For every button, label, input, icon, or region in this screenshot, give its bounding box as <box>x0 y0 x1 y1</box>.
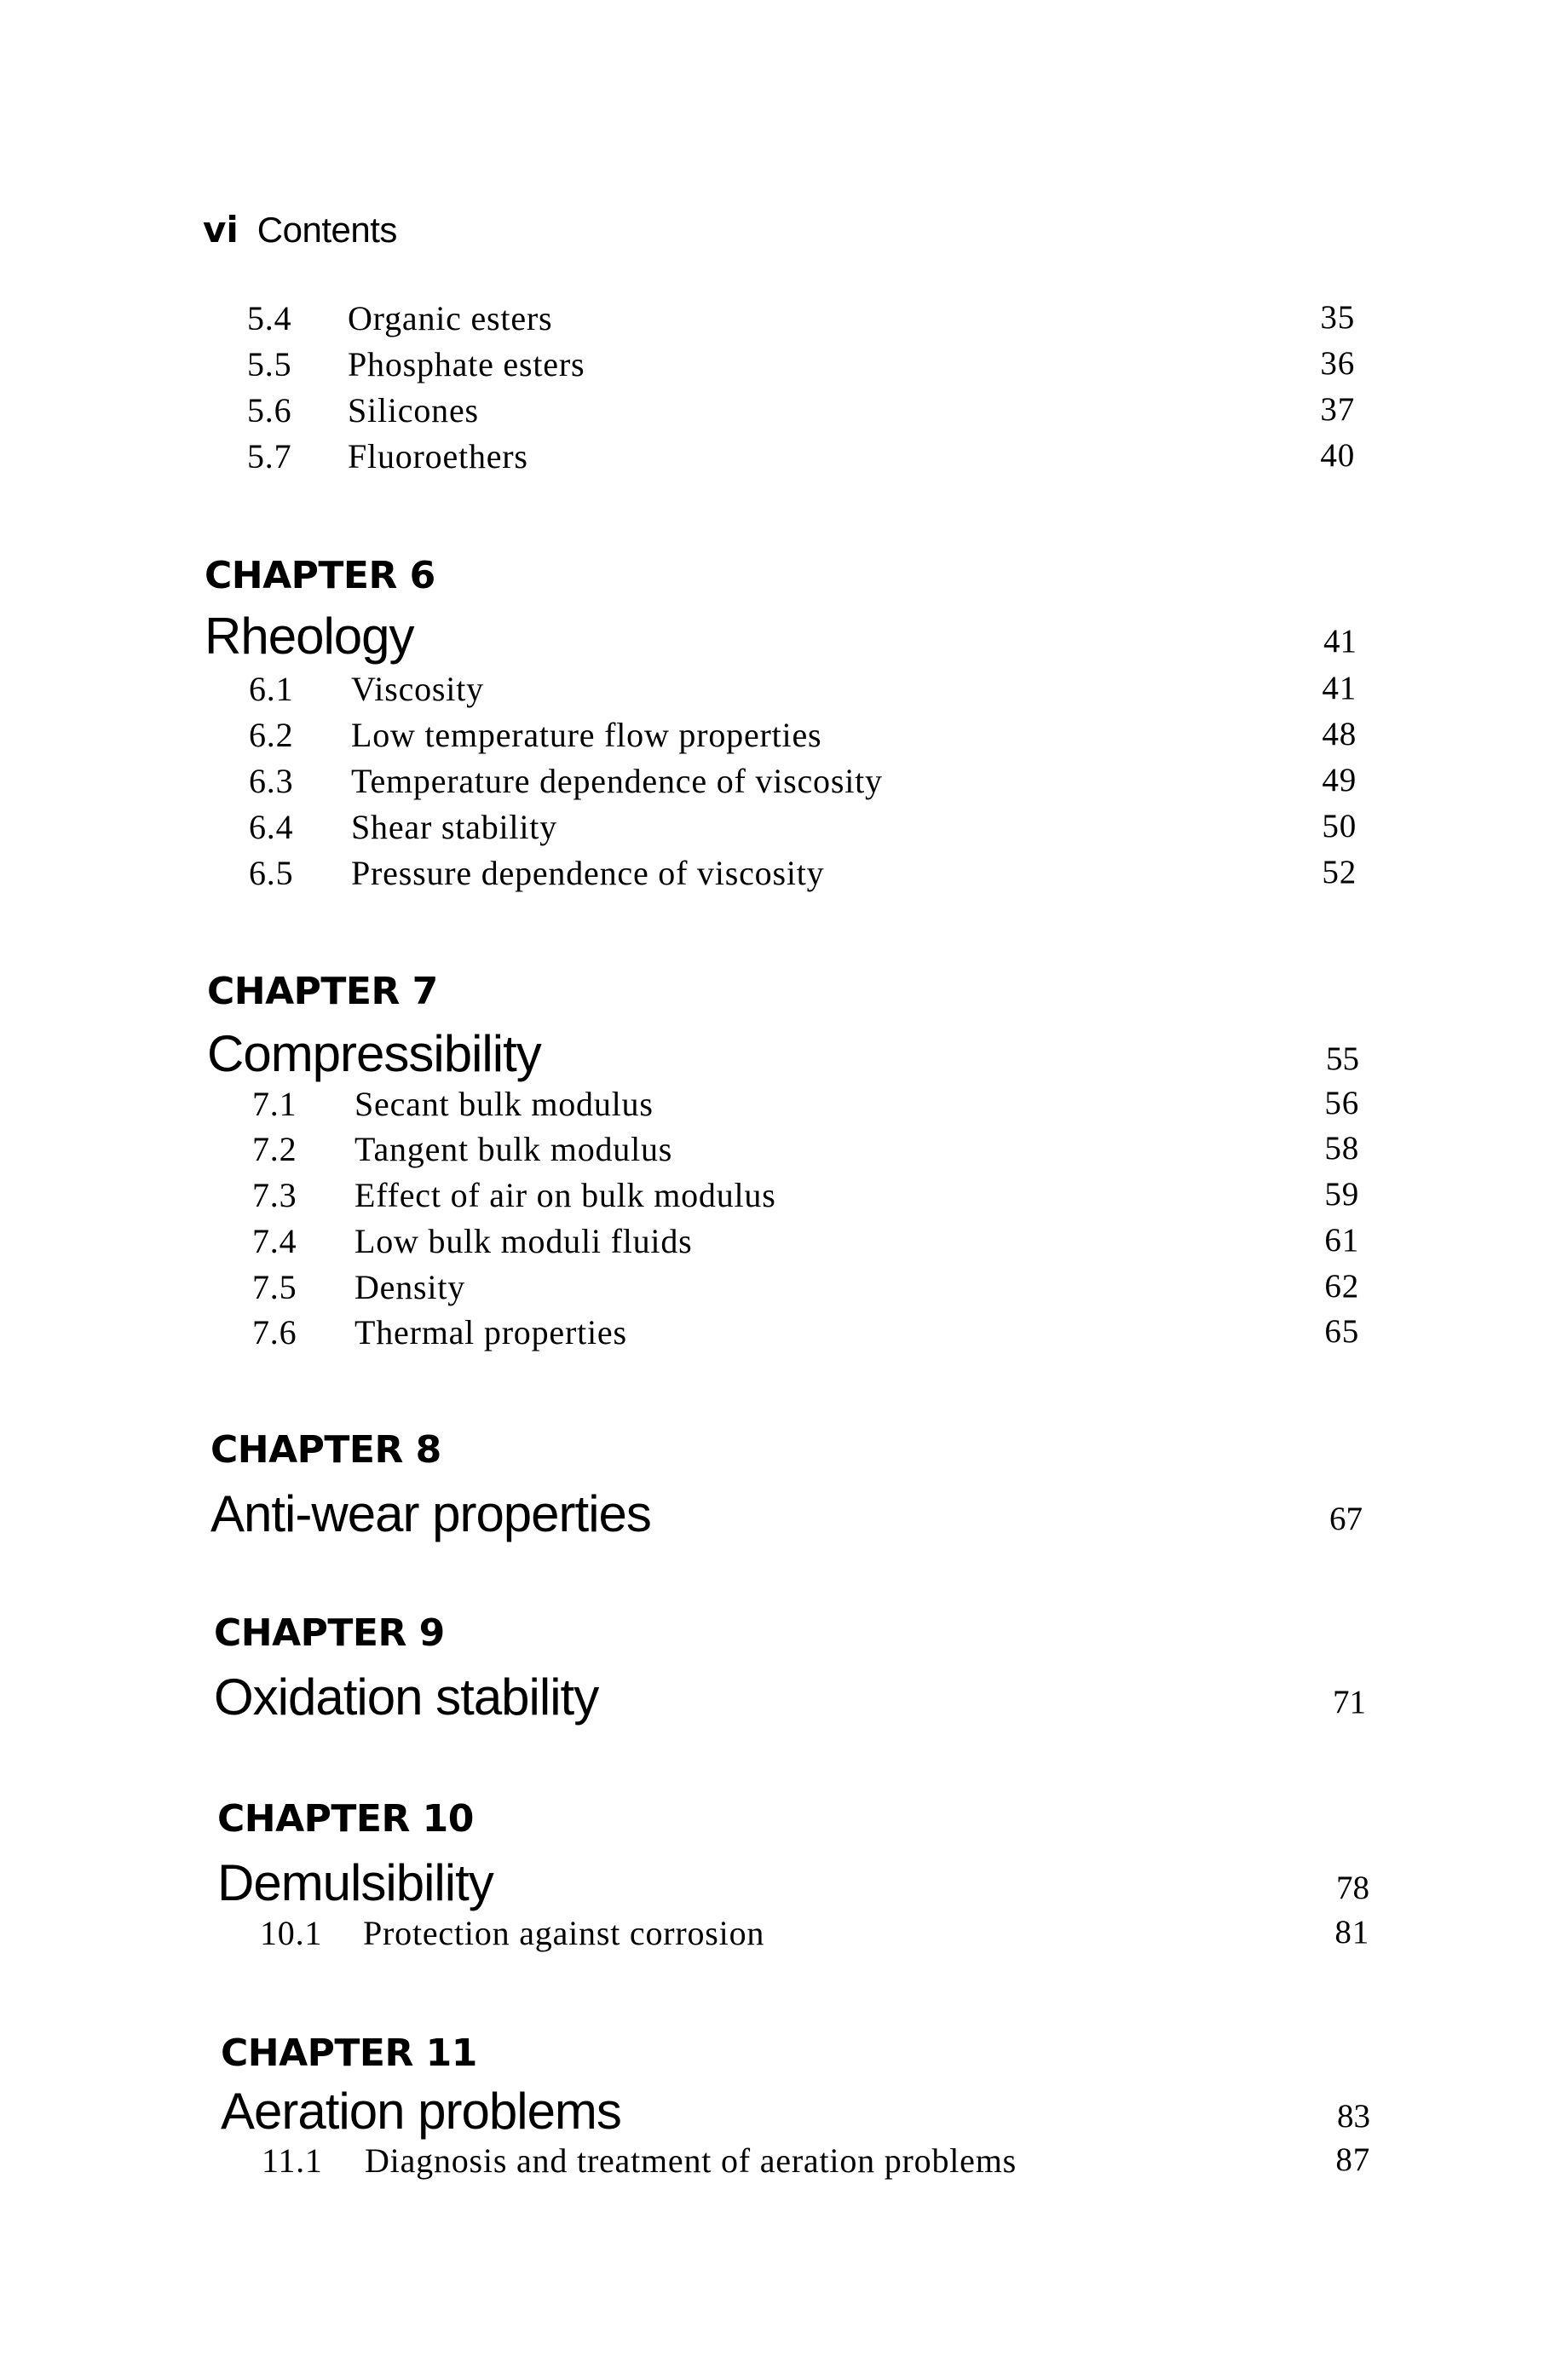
chapter-label: CHAPTER 9 <box>214 1611 445 1655</box>
chapter-page: 83 <box>1337 2098 1370 2135</box>
folio-number: vi <box>203 209 239 251</box>
entry-number: 6.2 <box>249 716 294 754</box>
toc-entry[interactable] <box>247 298 1355 344</box>
chapter-label: CHAPTER 7 <box>207 970 438 1013</box>
toc-entry[interactable] <box>249 669 1357 715</box>
entry-number: 11.1 <box>262 2141 323 2180</box>
chapter-page: 41 <box>1323 623 1357 660</box>
toc-entry[interactable] <box>252 1084 1359 1130</box>
chapter-page: 67 <box>1329 1501 1363 1537</box>
entry-page: 61 <box>1324 1222 1359 1259</box>
entry-title: Secant bulk modulus <box>354 1085 654 1123</box>
entry-title: Low bulk moduli fluids <box>354 1222 693 1260</box>
toc-entry[interactable] <box>249 807 1357 853</box>
chapter-heading[interactable] <box>207 1024 1359 1086</box>
entry-page: 36 <box>1320 345 1355 382</box>
entry-number: 10.1 <box>260 1914 323 1952</box>
toc-entry[interactable] <box>247 390 1355 436</box>
entry-title: Silicones <box>348 391 479 429</box>
entry-page: 50 <box>1322 808 1357 844</box>
entry-number: 7.3 <box>252 1176 297 1214</box>
chapter-label: CHAPTER 10 <box>217 1797 474 1841</box>
entry-page: 59 <box>1324 1176 1359 1213</box>
entry-title: Pressure dependence of viscosity <box>351 854 825 892</box>
entry-page: 35 <box>1320 299 1355 336</box>
toc-entry[interactable] <box>252 1312 1359 1358</box>
chapter-title: Rheology <box>205 608 414 665</box>
entry-number: 7.2 <box>252 1130 297 1168</box>
toc-entry[interactable] <box>252 1129 1359 1175</box>
entry-page: 65 <box>1324 1313 1359 1350</box>
chapter-title: Compressibility <box>207 1025 541 1082</box>
toc-entry[interactable] <box>252 1175 1359 1221</box>
entry-page: 41 <box>1322 670 1357 706</box>
chapter-heading[interactable] <box>205 607 1357 668</box>
entry-number: 6.1 <box>249 670 294 708</box>
entry-number: 5.6 <box>247 391 292 429</box>
chapter-label: CHAPTER 6 <box>205 554 435 597</box>
entry-page: 62 <box>1324 1268 1359 1305</box>
entry-page: 49 <box>1322 762 1357 798</box>
entry-number: 5.7 <box>247 437 292 475</box>
running-head: Contents <box>256 210 397 250</box>
entry-title: Viscosity <box>351 670 484 708</box>
entry-title: Organic esters <box>348 299 553 337</box>
entry-title: Tangent bulk modulus <box>354 1130 673 1168</box>
toc-entry[interactable] <box>249 853 1357 899</box>
entry-number: 7.5 <box>252 1268 297 1306</box>
chapter-heading[interactable] <box>210 1484 1363 1546</box>
chapter-page: 78 <box>1336 1870 1369 1906</box>
entry-number: 6.3 <box>249 762 294 800</box>
entry-page: 56 <box>1324 1085 1359 1121</box>
entry-page: 48 <box>1322 716 1357 752</box>
toc-entry[interactable] <box>252 1267 1359 1313</box>
entry-number: 6.4 <box>249 808 294 846</box>
entry-number: 7.4 <box>252 1222 297 1260</box>
chapter-heading[interactable] <box>221 2082 1370 2143</box>
entry-title: Low temperature flow properties <box>351 716 822 754</box>
entry-title: Density <box>354 1268 466 1306</box>
entry-title: Phosphate esters <box>348 345 585 383</box>
chapter-page: 55 <box>1326 1040 1359 1077</box>
chapter-title: Demulsibility <box>217 1854 493 1911</box>
toc-entry[interactable] <box>249 761 1357 807</box>
chapter-title: Anti-wear properties <box>210 1485 651 1542</box>
entry-page: 81 <box>1334 1914 1369 1951</box>
chapter-label: CHAPTER 8 <box>210 1428 441 1472</box>
entry-number: 5.4 <box>247 299 292 337</box>
chapter-heading[interactable] <box>214 1668 1366 1729</box>
toc-entry[interactable] <box>247 436 1355 482</box>
toc-entry[interactable] <box>247 344 1355 390</box>
entry-number: 6.5 <box>249 854 294 892</box>
entry-page: 87 <box>1335 2141 1370 2178</box>
page-header <box>203 209 397 251</box>
toc-entry[interactable] <box>252 1221 1359 1267</box>
toc-entry[interactable] <box>260 1913 1369 1959</box>
entry-page: 52 <box>1322 854 1357 890</box>
chapter-heading[interactable] <box>217 1853 1369 1915</box>
chapter-page: 71 <box>1333 1684 1366 1720</box>
entry-title: Temperature dependence of viscosity <box>351 762 883 800</box>
chapter-title: Aeration problems <box>221 2083 621 2140</box>
toc-entry[interactable] <box>262 2141 1370 2187</box>
toc-entry[interactable] <box>249 715 1357 761</box>
entry-title: Shear stability <box>351 808 557 846</box>
entry-title: Diagnosis and treatment of aeration problems <box>365 2141 1017 2180</box>
entry-page: 40 <box>1320 437 1355 474</box>
entry-page: 37 <box>1320 391 1355 428</box>
entry-title: Effect of air on bulk modulus <box>354 1176 776 1214</box>
entry-title: Thermal properties <box>354 1313 627 1351</box>
chapter-label: CHAPTER 11 <box>221 2031 477 2075</box>
entry-number: 7.1 <box>252 1085 297 1123</box>
entry-title: Fluoroethers <box>348 437 528 475</box>
entry-number: 7.6 <box>252 1313 297 1351</box>
entry-number: 5.5 <box>247 345 292 383</box>
entry-page: 58 <box>1324 1130 1359 1167</box>
entry-title: Protection against corrosion <box>363 1914 765 1952</box>
chapter-title: Oxidation stability <box>214 1668 599 1726</box>
